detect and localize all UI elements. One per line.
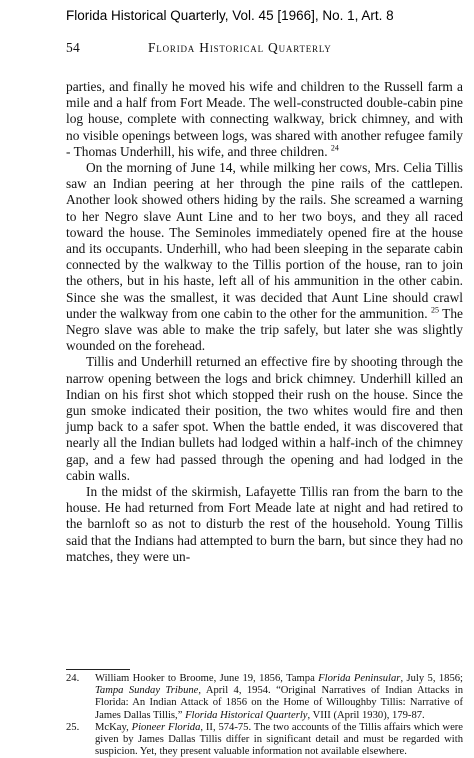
footnote-text: , April 4, 1954. “Original Narratives of Indian Attacks in Florida: An Indian Attack of 1856 on the Home of Willoughby Tillis: Narrative of James Dallas Tillis,” [95, 685, 463, 721]
footnote-text: William Hooker to Broome, June 19, 1856, Tampa [95, 673, 319, 684]
paragraph-text: parties, and finally he moved his wife and children to the Russell farm a mile and a half from Fort Meade. The well-constructed double-cabin pine log house, complete with connecting walkway, brick chimney, and with no visible openings between logs, was shared with another refugee family - Thomas Underhill, his wife, and three children. [66, 79, 463, 159]
paragraph-text: In the midst of the skirmish, Lafayette Tillis ran from the barn to the house. He had returned from Fort Meade late at night and had retired to the barnloft so as not to disturb the rest of the household. Young Tillis said that the Indians had attempted to burn the barn, but since they had no matches, they were un- [66, 484, 463, 564]
footnote-24 [66, 673, 463, 722]
footnote-text: , July 5, 1856; [400, 673, 463, 684]
paragraph-text: On the morning of June 14, while milking her cows, Mrs. Celia Tillis saw an Indian peering at her through the pine rails of the cattlepen. Another look showed others hiding by the rails. She screamed a warning to her Negro slave Aunt Line and to her two boys, and they all raced toward the house. The Seminoles immediately opened fire at the house and its occupants. Underhill, who had been sleeping in the separate cabin connected by the walkway to the Tillis portion of the house, ran to join the others, but in his haste, left all of his ammunition in the other cabin. Since she was the smallest, it was decided that Aunt Line should crawl under the walkway from one cabin to the other for the ammunition. [66, 160, 463, 321]
paragraph-3 [66, 354, 463, 484]
paragraph-2 [66, 160, 463, 354]
repository-header: Florida Historical Quarterly, Vol. 45 [1966], No. 1, Art. 8 [66, 8, 394, 23]
footnote-italic-title: Tampa Sunday Tribune [95, 685, 199, 697]
article-body [66, 79, 463, 565]
footnote-ref-25[interactable]: 25 [430, 305, 439, 315]
running-head [66, 40, 464, 58]
paragraph-text-continued: The Negro slave was able to make the trip safely, but later she was slightly wounded on the forehead. [66, 305, 463, 354]
paragraph-4 [66, 484, 463, 565]
footnote-number: 24. [66, 673, 80, 684]
paragraph-1 [66, 79, 463, 160]
footnote-number: 25. [66, 721, 80, 733]
footnote-italic-title: Florida Historical Quarterly [185, 709, 308, 721]
footnote-text: McKay, [95, 721, 132, 733]
journal-title: Florida Historical Quarterly [148, 40, 332, 55]
footnote-divider [66, 669, 130, 670]
footnote-ref-24[interactable]: 24 [330, 143, 339, 153]
footnote-text: , II, 574-75. The two accounts of the Tillis affairs which were given by James Dallas Tillis differ in significant detail and must be regarded with suspicion. Yet, they present valuable information not available elsewhere. [95, 721, 463, 758]
footnote-text: , VIII (April 1930), 179-87. [307, 709, 425, 721]
page-number: 54 [66, 40, 81, 55]
footnotes [66, 673, 463, 758]
footnote-italic-title: Pioneer Florida [131, 721, 201, 733]
footnote-italic-title: Florida Peninsular [318, 673, 401, 684]
footnote-25 [66, 722, 463, 758]
paragraph-text: Tillis and Underhill returned an effective fire by shooting through the narrow opening between the logs and brick chimney. Underhill killed an Indian on his first shot which stopped their rush on the house. Since the gun smoke indicated their position, the two whites would fire and then jump back to a safer spot. When the battle ended, it was discovered that nearly all the Indian bullets had lodged within a half-inch of the chimney gap, and a few had passed through the opening and had lodged in the cabin walls. [66, 354, 463, 483]
